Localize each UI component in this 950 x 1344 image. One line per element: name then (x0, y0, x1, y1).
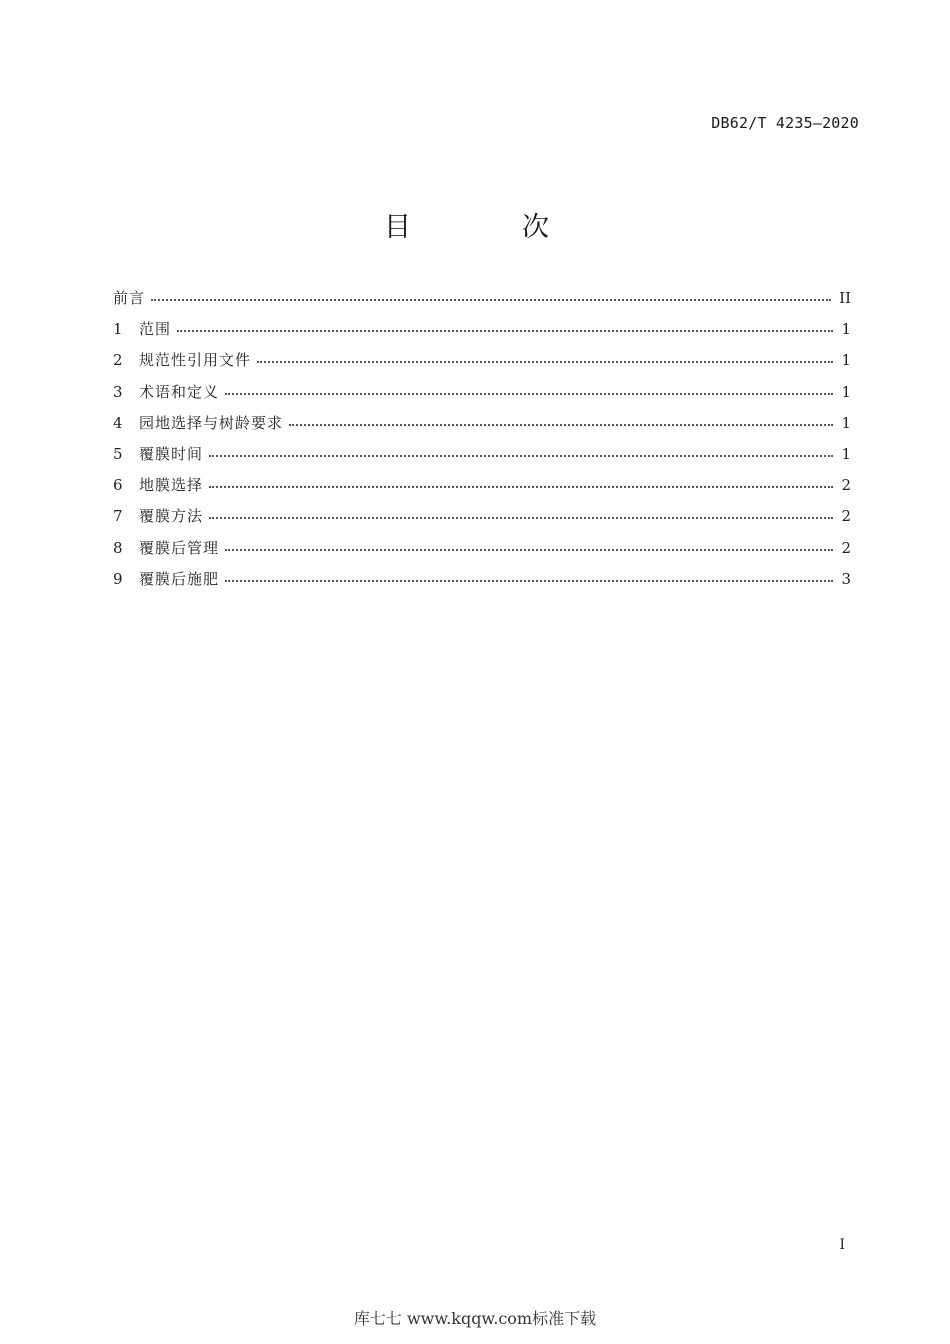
toc-dot-leader (151, 299, 831, 301)
toc-entry-label: 术语和定义 (139, 382, 220, 401)
toc-entry-page: 1 (841, 382, 851, 401)
toc-entry-number: 8 (113, 538, 123, 557)
toc-entry-foreword[interactable] (113, 288, 851, 319)
toc-dot-leader (209, 517, 833, 519)
toc-entry-label: 覆膜后施肥 (139, 569, 220, 588)
toc-entry-number: 4 (113, 413, 123, 432)
toc-dot-leader (257, 361, 833, 363)
toc-dot-leader (209, 486, 833, 488)
toc-entry-number: 6 (113, 476, 123, 495)
toc-entry-6[interactable] (113, 475, 851, 506)
toc-entry-label: 规范性引用文件 (139, 351, 252, 370)
toc-entry-number: 9 (113, 569, 123, 588)
toc-entry-3[interactable] (113, 382, 851, 413)
toc-entry-label: 园地选择与树龄要求 (139, 413, 284, 432)
toc-title: 目 次 (384, 212, 591, 243)
toc-entry-page: 1 (841, 413, 851, 432)
toc-entry-page: 1 (841, 320, 851, 339)
toc-entry-page: 2 (841, 476, 851, 495)
page-number: I (839, 1237, 845, 1253)
standard-code: DB62/T 4235—2020 (711, 114, 859, 132)
toc-entry-label: 前言 (113, 289, 146, 307)
toc-entry-label: 覆膜后管理 (139, 538, 220, 557)
toc-entry-page: 2 (841, 538, 851, 557)
footer-watermark-text: 库七七 www.kqqw.com标准下载 (353, 1309, 597, 1328)
toc-entry-1[interactable] (113, 319, 851, 350)
toc-entry-page: 1 (841, 351, 851, 370)
toc-entry-number: 3 (113, 382, 123, 401)
toc-entry-number: 5 (113, 444, 123, 463)
toc-entry-5[interactable] (113, 444, 851, 475)
toc-entry-7[interactable] (113, 506, 851, 537)
toc-entry-number: 2 (113, 351, 123, 370)
toc-entry-4[interactable] (113, 413, 851, 444)
toc-entry-label: 范围 (139, 320, 172, 339)
toc-entry-9[interactable] (113, 569, 851, 600)
toc-entry-page: 2 (841, 507, 851, 526)
toc-dot-leader (209, 455, 833, 457)
toc-entry-8[interactable] (113, 538, 851, 569)
toc-entry-page: 1 (841, 444, 851, 463)
table-of-contents (113, 288, 851, 600)
toc-dot-leader (225, 580, 833, 582)
toc-entry-label: 覆膜时间 (139, 444, 204, 463)
toc-dot-leader (225, 549, 833, 551)
toc-dot-leader (177, 330, 833, 332)
toc-dot-leader (225, 393, 833, 395)
toc-entry-number: 7 (113, 507, 123, 526)
toc-entry-page: II (839, 289, 851, 307)
toc-entry-page: 3 (841, 569, 851, 588)
toc-entry-number: 1 (113, 320, 123, 339)
toc-entry-label: 覆膜方法 (139, 507, 204, 526)
toc-dot-leader (289, 424, 833, 426)
toc-entry-label: 地膜选择 (139, 476, 204, 495)
toc-entry-2[interactable] (113, 350, 851, 381)
